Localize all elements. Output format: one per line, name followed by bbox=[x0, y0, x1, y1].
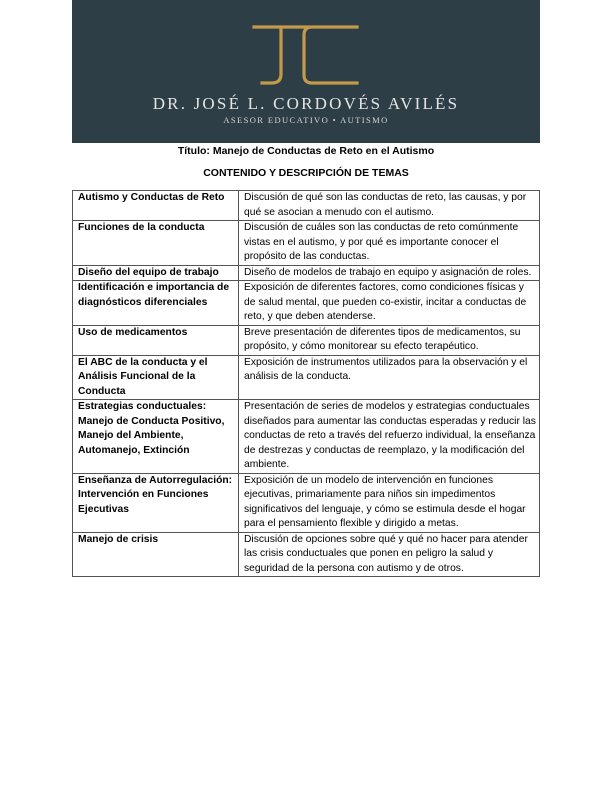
table-row bbox=[73, 473, 540, 532]
banner-subtitle: ASESOR EDUCATIVO • AUTISMO bbox=[223, 115, 389, 125]
description-cell: Presentación de series de modelos y estrategias conductuales diseñados para aumentar las conductas esperadas y reducir las conductas de reto a través del refuerzo individual, la enseñanza de destrezas y conductas de reemplazo, y la modificación del ambiente. bbox=[239, 400, 540, 474]
topics-table bbox=[72, 190, 540, 577]
topic-cell: Enseñanza de Autorregulación: Intervención en Funciones Ejecutivas bbox=[73, 473, 239, 532]
topic-cell: Manejo de crisis bbox=[73, 532, 239, 577]
description-cell: Diseño de modelos de trabajo en equipo y asignación de roles. bbox=[239, 265, 540, 281]
description-cell: Discusión de opciones sobre qué y qué no hacer para atender las crisis conductuales que ponen en peligro la salud y seguridad de la persona con autismo y de otros. bbox=[239, 532, 540, 577]
table-row bbox=[73, 281, 540, 326]
topic-cell: Diseño del equipo de trabajo bbox=[73, 265, 239, 281]
description-cell: Exposición de diferentes factores, como condiciones físicas y de salud mental, que pueden co-existir, incitar a conductas de reto, y que deben atenderse. bbox=[239, 281, 540, 326]
topic-cell: Autismo y Conductas de Reto bbox=[73, 191, 239, 221]
description-cell: Exposición de un modelo de intervención en funciones ejecutivas, primariamente para niños sin impedimentos significativos del lenguaje, y cómo se estimula desde el hogar para el pensamiento flexible y dirigido a metas. bbox=[239, 473, 540, 532]
topic-cell: Uso de medicamentos bbox=[73, 325, 239, 355]
document-title: Título: Manejo de Conductas de Reto en el Autismo bbox=[177, 145, 435, 157]
description-cell: Discusión de qué son las conductas de reto, las causas, y por qué se asocian a menudo con el autismo. bbox=[239, 191, 540, 221]
topic-cell: Estrategias conductuales: Manejo de Conducta Positivo, Manejo del Ambiente, Automanejo, Extinción bbox=[73, 400, 239, 474]
table-row bbox=[73, 265, 540, 281]
table-row bbox=[73, 400, 540, 474]
topic-cell: Funciones de la conducta bbox=[73, 221, 239, 266]
topic-cell: Identificación e importancia de diagnósticos diferenciales bbox=[73, 281, 239, 326]
table-row bbox=[73, 532, 540, 577]
table-row bbox=[73, 191, 540, 221]
topic-cell: El ABC de la conducta y el Análisis Funcional de la Conducta bbox=[73, 355, 239, 400]
table-row bbox=[73, 355, 540, 400]
table-row bbox=[73, 221, 540, 266]
section-heading: CONTENIDO Y DESCRIPCIÓN DE TEMAS bbox=[203, 167, 409, 179]
description-cell: Exposición de instrumentos utilizados para la observación y el análisis de la conducta. bbox=[239, 355, 540, 400]
description-cell: Discusión de cuáles son las conductas de reto comúnmente vistas en el autismo, y por qué es importante conocer el propósito de las conductas. bbox=[239, 221, 540, 266]
header-banner bbox=[72, 0, 540, 143]
jc-monogram-logo bbox=[244, 20, 368, 90]
logo-letters: JC bbox=[244, 20, 246, 21]
description-cell: Breve presentación de diferentes tipos de medicamentos, su propósito, y cómo monitorear su efecto terapéutico. bbox=[239, 325, 540, 355]
table-row bbox=[73, 325, 540, 355]
banner-name: DR. JOSÉ L. CORDOVÉS AVILÉS bbox=[152, 94, 460, 113]
